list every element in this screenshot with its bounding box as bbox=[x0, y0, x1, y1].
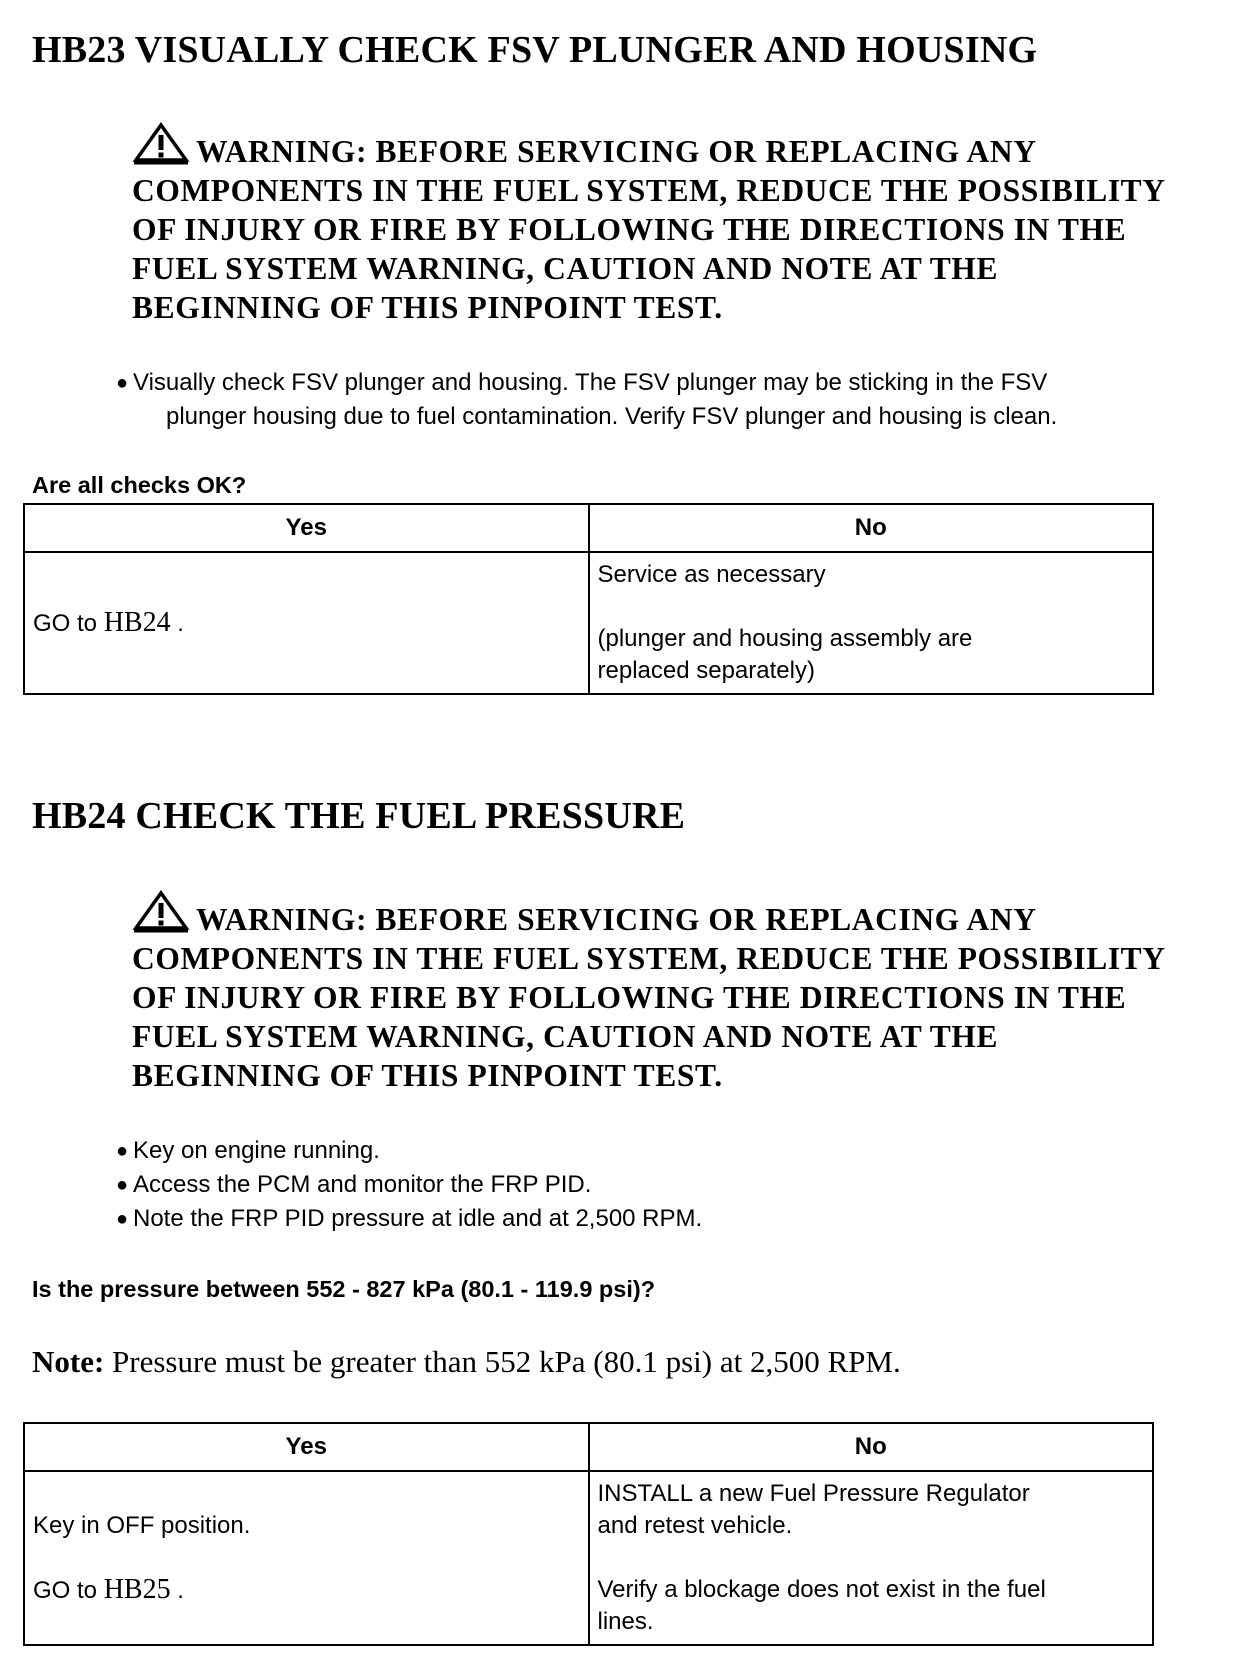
bullet-icon: ● bbox=[116, 1208, 129, 1230]
bullet-icon: ● bbox=[116, 372, 129, 394]
hb23-bullet-list bbox=[116, 366, 1226, 434]
hb24-heading: HB24 CHECK THE FUEL PRESSURE bbox=[32, 795, 686, 837]
hb23-warning-line-1: WARNING: BEFORE SERVICING OR REPLACING ANY bbox=[132, 122, 1232, 171]
yes-cell: GO to HB24 . bbox=[24, 552, 589, 694]
hb25-link[interactable]: HB25 bbox=[103, 1573, 171, 1605]
note-label: Note: bbox=[32, 1344, 105, 1379]
hb24-result-table bbox=[23, 1422, 1154, 1646]
list-item: ● Visually check FSV plunger and housing. The FSV plunger may be sticking in the FSV plunger housing due to fuel contamination. Verify FSV plunger and housing is clean. bbox=[116, 366, 1226, 434]
warning-triangle-icon bbox=[132, 890, 190, 934]
yes-header: Yes bbox=[24, 1423, 589, 1471]
hb24-bullet-list bbox=[116, 1134, 1226, 1236]
hb23-warning bbox=[132, 122, 1232, 327]
bullet-icon: ● bbox=[116, 1174, 129, 1196]
hb24-warning-line-4: FUEL SYSTEM WARNING, CAUTION AND NOTE AT THE bbox=[132, 1019, 999, 1054]
yes-cell: Key in OFF position. GO to HB25 . bbox=[24, 1471, 589, 1645]
no-cell: INSTALL a new Fuel Pressure Regulator and retest vehicle. Verify a blockage does not exist in the fuel lines. bbox=[589, 1471, 1154, 1645]
note-text: Pressure must be greater than 552 kPa (80.1 psi) at 2,500 RPM. bbox=[104, 1344, 901, 1379]
hb24-link[interactable]: HB24 bbox=[103, 606, 171, 638]
hb24-note bbox=[32, 1344, 901, 1380]
list-item: ● Note the FRP PID pressure at idle and at 2,500 RPM. bbox=[116, 1202, 1226, 1236]
hb23-warning-line-4: FUEL SYSTEM WARNING, CAUTION AND NOTE AT THE bbox=[132, 251, 999, 286]
hb23-warning-line-5: BEGINNING OF THIS PINPOINT TEST. bbox=[132, 290, 723, 325]
list-item: ● Access the PCM and monitor the FRP PID. bbox=[116, 1168, 1226, 1202]
hb24-warning-line-3: OF INJURY OR FIRE BY FOLLOWING THE DIRECTIONS IN THE bbox=[132, 980, 1127, 1015]
warning-triangle-icon bbox=[132, 122, 190, 166]
no-header: No bbox=[589, 1423, 1154, 1471]
hb23-heading: HB23 VISUALLY CHECK FSV PLUNGER AND HOUSING bbox=[32, 29, 1038, 71]
hb23-warning-line-3: OF INJURY OR FIRE BY FOLLOWING THE DIRECTIONS IN THE bbox=[132, 212, 1127, 247]
hb24-warning-line-2: COMPONENTS IN THE FUEL SYSTEM, REDUCE THE POSSIBILITY bbox=[132, 941, 1166, 976]
no-cell: Service as necessary (plunger and housing assembly are replaced separately) bbox=[589, 552, 1154, 694]
hb24-warning-line-1: WARNING: BEFORE SERVICING OR REPLACING ANY bbox=[132, 890, 1232, 939]
hb23-result-table bbox=[23, 503, 1154, 695]
hb24-warning bbox=[132, 890, 1232, 1095]
hb24-question: Is the pressure between 552 - 827 kPa (80.1 - 119.9 psi)? bbox=[32, 1276, 656, 1302]
hb24-warning-line-5: BEGINNING OF THIS PINPOINT TEST. bbox=[132, 1058, 723, 1093]
no-header: No bbox=[589, 504, 1154, 552]
hb23-question: Are all checks OK? bbox=[32, 472, 247, 498]
hb23-warning-line-2: COMPONENTS IN THE FUEL SYSTEM, REDUCE THE POSSIBILITY bbox=[132, 173, 1166, 208]
list-item: ● Key on engine running. bbox=[116, 1134, 1226, 1168]
bullet-icon: ● bbox=[116, 1140, 129, 1162]
yes-header: Yes bbox=[24, 504, 589, 552]
